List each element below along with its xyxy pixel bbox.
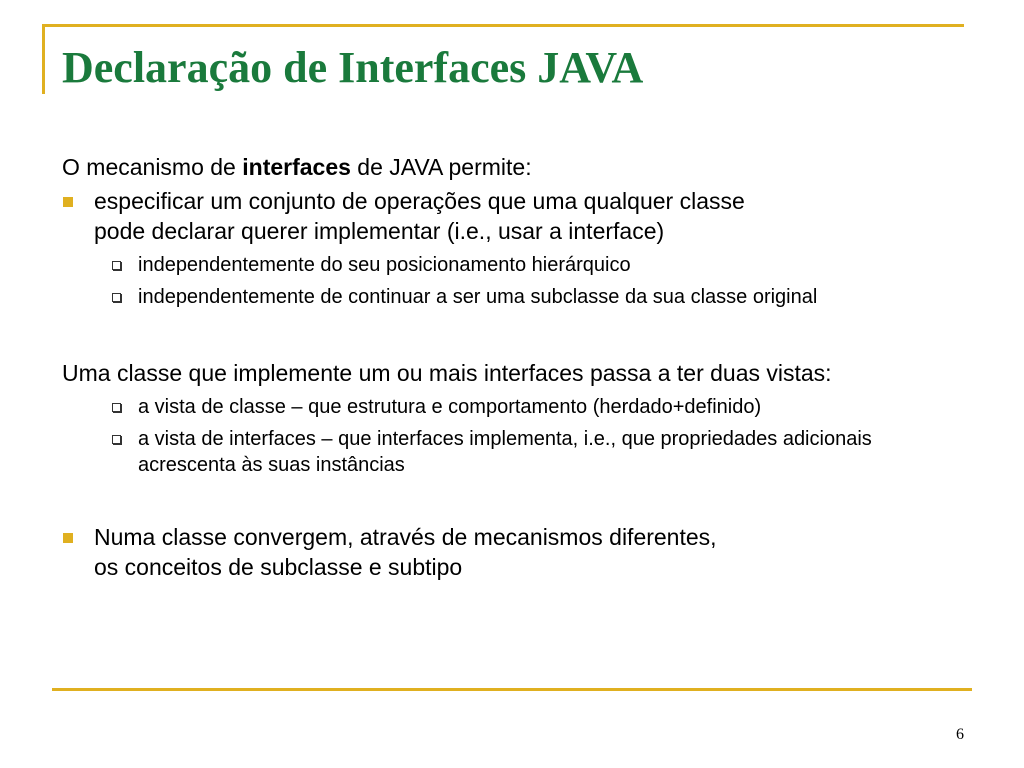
title-accent-horizontal-line (42, 24, 964, 27)
slide-title: Declaração de Interfaces JAVA (62, 43, 644, 92)
page-number: 6 (956, 726, 964, 743)
intro-text-bold: interfaces (242, 154, 351, 180)
hollow-square-bullet-icon (112, 403, 121, 412)
square-bullet-icon (63, 533, 73, 543)
sub-bullet-item (62, 284, 962, 310)
footer-divider-line (52, 688, 972, 691)
bullet-item-2 (62, 522, 962, 582)
intro-text-before: O mecanismo de (62, 154, 243, 180)
sub-bullet-text: independentemente do seu posicionamento hierárquico (138, 254, 631, 276)
sub-bullet-item (62, 394, 962, 420)
bullet-item-1 (62, 186, 962, 246)
hollow-square-bullet-icon (112, 261, 121, 270)
intro-text-after: de JAVA permite: (350, 154, 532, 180)
hollow-square-bullet-icon (112, 293, 121, 302)
title-accent-vertical-line (42, 24, 45, 94)
sub-bullet-text: a vista de interfaces – que interfaces implementa, i.e., que propriedades adicionais acrescenta às suas instâncias (138, 428, 872, 476)
sub-bullet-item (62, 252, 962, 278)
paragraph-2: Uma classe que implemente um ou mais interfaces passa a ter duas vistas: (62, 360, 832, 386)
slide-content (62, 152, 962, 582)
sub-bullet-text: a vista de classe – que estrutura e comportamento (herdado+definido) (138, 396, 762, 418)
intro-paragraph (62, 152, 962, 182)
hollow-square-bullet-icon (112, 435, 121, 444)
bullet-2-line-1: Numa classe convergem, através de mecanismos diferentes, (94, 524, 717, 550)
bullet-1-line-2: pode declarar querer implementar (i.e., usar a interface) (94, 218, 665, 244)
bullet-1-line-1: especificar um conjunto de operações que uma qualquer classe (94, 188, 745, 214)
bullet-2-line-2: os conceitos de subclasse e subtipo (94, 554, 463, 580)
sub-bullet-text: independentemente de continuar a ser uma subclasse da sua classe original (138, 286, 818, 308)
sub-bullet-item (62, 426, 962, 478)
square-bullet-icon (63, 197, 73, 207)
